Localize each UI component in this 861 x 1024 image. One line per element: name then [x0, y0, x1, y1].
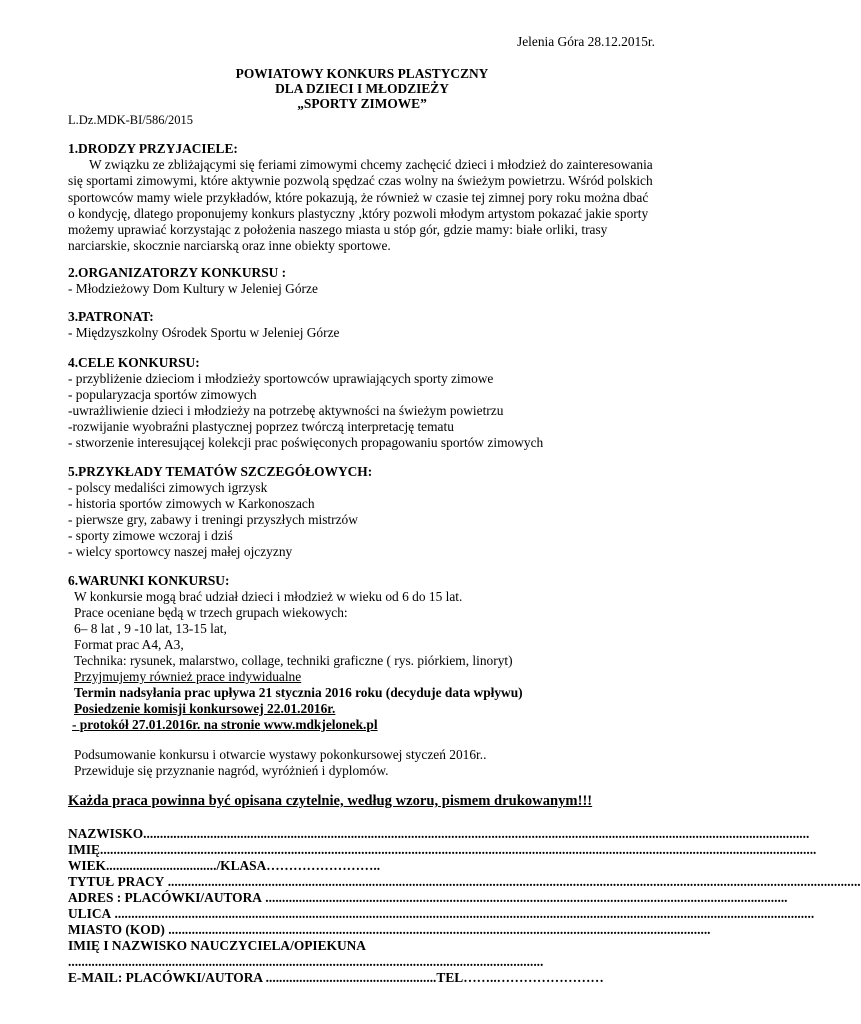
section-5-line: - polscy medaliści zimowych igrzysk [68, 480, 268, 495]
adres-field[interactable]: ............................................................................................................................................................ [261, 890, 788, 905]
section-5-line: - historia sportów zimowych w Karkonoszach [68, 496, 315, 511]
nauczyciel-field[interactable]: .............................................................................................................................................. [68, 954, 544, 969]
section-2-heading: 2.ORGANIZATORZY KONKURSU : [68, 265, 287, 280]
email-label: E-MAIL: PLACÓWKI/AUTORA [68, 970, 263, 985]
section-4-line: - popularyzacja sportów zimowych [68, 387, 257, 402]
adres-label: ADRES : PLACÓWKI/AUTORA [68, 890, 262, 905]
section-1-heading: 1.DRODZY PRZYJACIELE: [68, 141, 238, 156]
miasto-field[interactable]: .................................................................................................................................................................. [164, 922, 711, 937]
section-6-heading: 6.WARUNKI KONKURSU: [68, 573, 230, 588]
ulica-label: ULICA [68, 906, 112, 921]
section-6-line: Format prac A4, A3, [74, 637, 184, 652]
section-6-line: 6– 8 lat , 9 -10 lat, 13-15 lat, [74, 621, 227, 636]
email-field[interactable]: ................................................... [262, 970, 437, 985]
section-1-line: sportowców mamy wiele przykładów, które pokazują, że również w czasie tej zimnej pory roku można dbać [68, 190, 649, 205]
tytul-field[interactable]: ............................................................................................................................................................................................................... [164, 874, 861, 889]
form-row-nauczyciel-field [68, 954, 544, 970]
title-line-2: DLA DZIECI I MŁODZIEŻY [275, 81, 449, 96]
reference-number: L.Dz.MDK-BI/586/2015 [68, 113, 193, 127]
section-3-heading: 3.PATRONAT: [68, 309, 154, 324]
title-line-3: „SPORTY ZIMOWE” [297, 96, 427, 111]
tytul-label: TYTUŁ PRACY [68, 874, 165, 889]
form-row-tytul [68, 874, 861, 890]
section-4-line: -uwrażliwienie dzieci i młodzieży na potrzebę aktywności na świeżym powietrzu [68, 403, 504, 418]
form-row-adres [68, 890, 788, 906]
section-4-line: - przybliżenie dzieciom i młodzieży sportowców uprawiających sporty zimowe [68, 371, 494, 386]
notice: Każda praca powinna być opisana czytelnie, według wzoru, pismem drukowanym!!! [68, 793, 593, 809]
form-row-ulica [68, 906, 815, 922]
ulica-field[interactable]: ................................................................................................................................................................................................................. [111, 906, 815, 921]
imie-field[interactable]: ...................................................................................................................................................................................................................... [100, 842, 817, 857]
klasa-label: /KLASA [216, 858, 267, 873]
summary-line: Podsumowanie konkursu i otwarcie wystawy pokonkursowej styczeń 2016r.. [74, 747, 487, 762]
section-1-line: możemy uprawiać korzystając z położenia naszego miasta u stóp gór, gdzie mamy: białe orliki, trasy [68, 222, 608, 237]
wiek-label: WIEK [68, 858, 106, 873]
imie-label: IMIĘ [68, 842, 100, 857]
form-row-nazwisko [68, 826, 810, 842]
section-3-line: - Międzyszkolny Ośrodek Sportu w Jeleniej Górze [68, 325, 340, 340]
wiek-field[interactable]: ................................. [105, 858, 217, 873]
section-4-heading: 4.CELE KONKURSU: [68, 355, 200, 370]
form-row-imie [68, 842, 817, 858]
place-date: Jelenia Góra 28.12.2015r. [517, 34, 655, 49]
klasa-field[interactable]: …………………….. [266, 858, 381, 873]
title-line-1: POWIATOWY KONKURS PLASTYCZNY [235, 66, 489, 81]
section-6-line: Przyjmujemy również prace indywidualne [74, 669, 302, 684]
nazwisko-label: NAZWISKO [68, 826, 144, 841]
section-5-line: - sporty zimowe wczoraj i dziś [68, 528, 233, 543]
section-5-heading: 5.PRZYKŁADY TEMATÓW SZCZEGÓŁOWYCH: [68, 464, 373, 479]
section-6-deadline: Termin nadsyłania prac upływa 21 stycznia 2016 roku (decyduje data wpływu) [74, 685, 523, 700]
section-1-line: się sportami zimowymi, które aktywnie pozwolą spędzać czas wolny na świeżym powietrzu. Wśród polskich [68, 173, 653, 188]
form-row-email [68, 970, 604, 986]
section-1-line: W związku ze zbliżającymi się feriami zimowymi chcemy zachęcić dzieci i młodzież do zainteresowania [89, 157, 653, 172]
section-6-protocol: - protokół 27.01.2016r. na stronie www.mdkjelonek.pl [72, 717, 378, 732]
tel-label: TEL [436, 970, 464, 985]
nazwisko-end: . [806, 826, 810, 841]
section-1-line: o kondycję, dlatego proponujemy konkurs plastyczny ,który pozwoli młodym artystom pokazać jakie sporty [68, 206, 649, 221]
miasto-label: MIASTO (KOD) [68, 922, 165, 937]
nazwisko-field[interactable]: ...................................................................................................................................................................................................... [143, 826, 806, 841]
section-1-line: narciarskie, skocznie narciarską oraz inne obiekty sportowe. [68, 238, 391, 253]
section-6-jury-date: Posiedzenie komisji konkursowej 22.01.2016r. [74, 701, 336, 716]
section-5-line: - wielcy sportowcy naszej małej ojczyzny [68, 544, 293, 559]
tel-field[interactable]: ……..…………………… [463, 970, 604, 985]
nauczyciel-label: IMIĘ I NAZWISKO NAUCZYCIELA/OPIEKUNA [68, 938, 366, 953]
section-4-line: -rozwijanie wyobraźni plastycznej poprzez twórczą interpretację tematu [68, 419, 454, 434]
section-2-line: - Młodzieżowy Dom Kultury w Jeleniej Górze [68, 281, 318, 296]
section-4-line: - stworzenie interesującej kolekcji prac poświęconych propagowaniu sportów zimowych [68, 435, 544, 450]
section-6-line: W konkursie mogą brać udział dzieci i młodzież w wieku od 6 do 15 lat. [74, 589, 463, 604]
section-6-line: Technika: rysunek, malarstwo, collage, techniki graficzne ( rys. piórkiem, linoryt) [74, 653, 513, 668]
section-5-line: - pierwsze gry, zabawy i treningi przyszłych mistrzów [68, 512, 358, 527]
section-6-line: Prace oceniane będą w trzech grupach wiekowych: [74, 605, 348, 620]
summary-line: Przewiduje się przyznanie nagród, wyróżnień i dyplomów. [74, 763, 389, 778]
form-row-wiek [68, 858, 380, 874]
form-row-miasto [68, 922, 711, 938]
